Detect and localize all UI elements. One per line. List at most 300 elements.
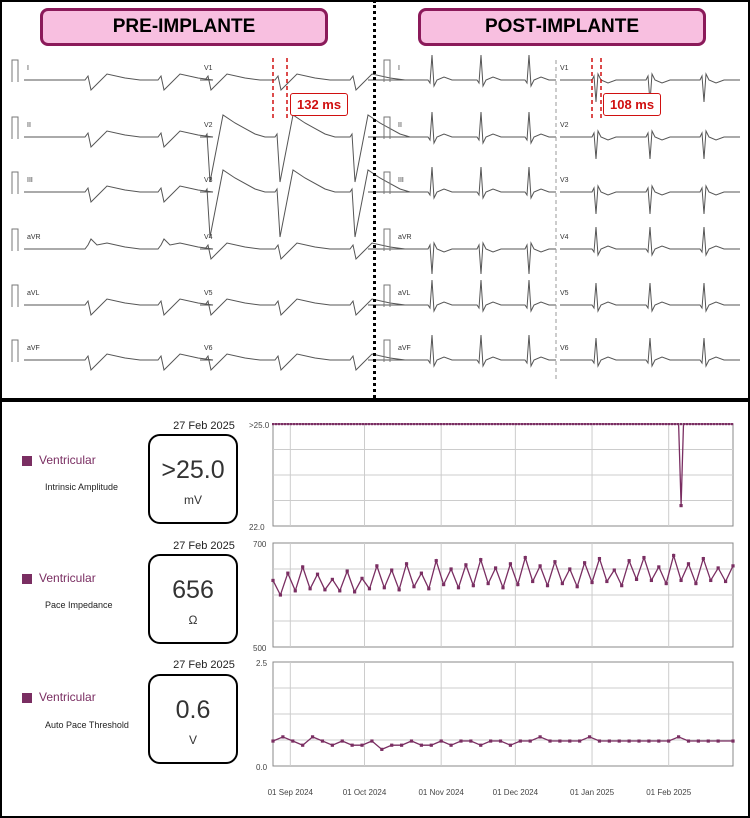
chart-data-point	[546, 584, 549, 587]
chart-data-point	[716, 423, 718, 425]
chart-data-point	[548, 739, 551, 742]
chart-data-point	[360, 744, 363, 747]
chart-xtick-label: 01 Feb 2025	[646, 788, 692, 797]
chart-data-point	[479, 558, 482, 561]
panel3-date: 27 Feb 2025	[173, 659, 235, 671]
chart-data-point	[479, 423, 481, 425]
chart-data-point	[618, 739, 621, 742]
chart-data-point	[404, 423, 406, 425]
chart-data-point	[725, 423, 727, 425]
chart-data-point	[407, 423, 409, 425]
chart-data-point	[497, 423, 499, 425]
chart-data-point	[671, 423, 673, 425]
chart-data-point	[326, 423, 328, 425]
chart-data-point	[278, 423, 280, 425]
chart-data-point	[370, 739, 373, 742]
chart-data-point	[593, 423, 595, 425]
chart-data-point	[642, 556, 645, 559]
chart-data-point	[458, 423, 460, 425]
chart-data-point	[351, 744, 354, 747]
chart-data-point	[296, 423, 298, 425]
chart-data-point	[628, 739, 631, 742]
chart-data-point	[410, 423, 412, 425]
pre-lead-label: aVR	[27, 234, 41, 241]
chart-data-point	[425, 423, 427, 425]
panel2-unit: Ω	[188, 613, 198, 627]
chart-ytick-label: 700	[253, 540, 267, 549]
chart-data-point	[590, 423, 592, 425]
chart-data-point	[501, 586, 504, 589]
chart-data-point	[717, 739, 720, 742]
chart-data-point	[605, 580, 608, 583]
chart-data-point	[390, 744, 393, 747]
chart-data-point	[494, 566, 497, 569]
chart-data-point	[530, 423, 532, 425]
chart-data-point	[398, 423, 400, 425]
chart-data-point	[362, 423, 364, 425]
chart-data-point	[281, 735, 284, 738]
chart-data-point	[605, 423, 607, 425]
post-qrs-duration-label: 108 ms	[603, 93, 661, 116]
chart-data-point	[410, 739, 413, 742]
chart-data-point	[620, 584, 623, 587]
chart-data-point	[321, 739, 324, 742]
chart-data-point	[446, 423, 448, 425]
chart-data-point	[301, 744, 304, 747]
chart-data-point	[538, 564, 541, 567]
chart-data-point	[672, 554, 675, 557]
chart-data-point	[602, 423, 604, 425]
chart-data-point	[472, 584, 475, 587]
chart-data-point	[365, 423, 367, 425]
chart-data-point	[575, 423, 577, 425]
chart-data-point	[449, 567, 452, 570]
chart-data-point	[731, 564, 734, 567]
chart-data-point	[722, 423, 724, 425]
chart-data-point	[488, 423, 490, 425]
chart-data-point	[620, 423, 622, 425]
chart-data-point	[491, 423, 493, 425]
chart-data-point	[557, 423, 559, 425]
chart-data-point	[360, 577, 363, 580]
chart-data-point	[452, 423, 454, 425]
post-lead-label: V2	[560, 122, 569, 129]
chart-data-point	[485, 423, 487, 425]
chart-data-point	[695, 423, 697, 425]
chart-data-point	[443, 423, 445, 425]
chart-data-point	[529, 739, 532, 742]
panel1-unit: mV	[184, 493, 202, 507]
chart-ytick-label: 0.0	[256, 763, 268, 772]
chart-data-point	[679, 504, 682, 507]
chart-data-point	[576, 585, 579, 588]
chart-data-point	[479, 744, 482, 747]
chart-data-point	[608, 739, 611, 742]
chart-data-point	[489, 739, 492, 742]
chart-data-point	[665, 423, 667, 425]
chart-data-point	[294, 589, 297, 592]
chart-data-point	[709, 579, 712, 582]
chart-data-point	[697, 739, 700, 742]
chart-data-point	[687, 739, 690, 742]
pre-lead-label: V1	[204, 65, 213, 72]
chart-data-point	[683, 423, 685, 425]
chart-data-point	[476, 423, 478, 425]
panel3-value: 0.6	[175, 696, 211, 724]
chart-data-point	[500, 423, 502, 425]
pre-implant-title: PRE-IMPLANTE	[40, 8, 328, 46]
chart-data-point	[647, 423, 649, 425]
post-lead-label: III	[398, 177, 404, 184]
chart-data-point	[650, 579, 653, 582]
chart-data-point	[623, 423, 625, 425]
chart-data-point	[569, 423, 571, 425]
chart-data-point	[437, 423, 439, 425]
chart-data-point	[392, 423, 394, 425]
chart-data-point	[338, 423, 340, 425]
chart-data-point	[331, 578, 334, 581]
chart-xtick-label: 01 Oct 2024	[342, 788, 387, 797]
chart-data-point	[653, 423, 655, 425]
chart-data-point	[291, 739, 294, 742]
chart-data-point	[386, 423, 388, 425]
chart-data-point	[659, 423, 661, 425]
chart-data-point	[420, 572, 423, 575]
chart-data-point	[628, 559, 631, 562]
chart-data-point	[323, 423, 325, 425]
chart-data-point	[687, 562, 690, 565]
chart-data-point	[427, 587, 430, 590]
chart-ytick-label: >25.0	[249, 421, 270, 430]
chart-data-point	[329, 423, 331, 425]
chart-ytick-label: 2.5	[256, 659, 268, 668]
chart-data-point	[506, 423, 508, 425]
chart-data-point	[470, 423, 472, 425]
pre-lead-label: V5	[204, 290, 213, 297]
chart-data-point	[554, 423, 556, 425]
pre-lead-label: V6	[204, 345, 213, 352]
chart-data-point	[702, 557, 705, 560]
chart-data-point	[641, 423, 643, 425]
chart-data-point	[692, 423, 694, 425]
chart-data-point	[275, 423, 277, 425]
post-lead-label: V1	[560, 65, 569, 72]
panel2-label: Pace Impedance	[45, 600, 113, 610]
chart-data-point	[542, 423, 544, 425]
chart-data-point	[431, 423, 433, 425]
chart-data-point	[632, 423, 634, 425]
chart-data-point	[561, 582, 564, 585]
chart-data-point	[677, 735, 680, 738]
post-lead-label: II	[398, 122, 402, 129]
chart-data-point	[707, 739, 710, 742]
chart-data-point	[368, 423, 370, 425]
chart-data-point	[272, 423, 274, 425]
chart-data-point	[667, 739, 670, 742]
chart-data-point	[677, 423, 679, 425]
chart-data-point	[545, 423, 547, 425]
chart-data-point	[701, 423, 703, 425]
chart-data-point	[524, 423, 526, 425]
chart-data-point	[698, 423, 700, 425]
chart-data-point	[686, 423, 688, 425]
chart-xtick-label: 01 Nov 2024	[418, 788, 464, 797]
chart-data-point	[482, 423, 484, 425]
chart-data-point	[599, 423, 601, 425]
chart-data-point	[368, 587, 371, 590]
chart-data-point	[308, 587, 311, 590]
pre-lead-label: V2	[204, 122, 213, 129]
chart-data-point	[398, 588, 401, 591]
panel1-label: Intrinsic Amplitude	[45, 482, 119, 492]
chart-data-point	[548, 423, 550, 425]
chart-data-point	[515, 423, 517, 425]
chart-data-point	[459, 739, 462, 742]
chart-data-point	[464, 563, 467, 566]
chart-data-point	[331, 744, 334, 747]
chart-data-point	[710, 423, 712, 425]
chart-data-point	[731, 423, 733, 425]
panel2-chamber: Ventricular	[39, 571, 96, 585]
chart-data-point	[519, 739, 522, 742]
chart-data-point	[440, 739, 443, 742]
chart-data-point	[587, 423, 589, 425]
chart-data-point	[405, 562, 408, 565]
chart-data-point	[584, 423, 586, 425]
panel2-date: 27 Feb 2025	[173, 540, 235, 552]
panel2-value: 656	[172, 576, 214, 604]
chart-data-point	[689, 423, 691, 425]
chart-data-point	[286, 572, 289, 575]
chart-data-point	[401, 423, 403, 425]
chart-data-point	[719, 423, 721, 425]
chart-data-point	[311, 423, 313, 425]
chart-data-point	[657, 739, 660, 742]
post-lead-label: aVR	[398, 234, 412, 241]
chart-data-point	[284, 423, 286, 425]
chart-data-point	[302, 423, 304, 425]
chart-data-point	[428, 423, 430, 425]
post-lead-label: I	[398, 65, 400, 72]
post-lead-label: V4	[560, 234, 569, 241]
post-lead-label: V3	[560, 177, 569, 184]
chart-data-point	[590, 581, 593, 584]
chart-data-point	[473, 423, 475, 425]
chart-data-point	[518, 423, 520, 425]
pre-lead-label: III	[27, 177, 33, 184]
chart-data-point	[344, 423, 346, 425]
pre-lead-label: V3	[204, 177, 213, 184]
chart-data-point	[617, 423, 619, 425]
post-lead-label: V6	[560, 345, 569, 352]
chart-data-point	[635, 423, 637, 425]
chart-xtick-label: 01 Dec 2024	[492, 788, 539, 797]
pre-lead-label: aVL	[27, 290, 40, 297]
chart-data-point	[674, 423, 676, 425]
chart-data-point	[487, 582, 490, 585]
chart-data-point	[271, 739, 274, 742]
chart-data-point	[494, 423, 496, 425]
chart-data-point	[509, 423, 511, 425]
chart-data-point	[596, 423, 598, 425]
chart-xtick-label: 01 Sep 2024	[267, 788, 313, 797]
chart-data-point	[400, 744, 403, 747]
chart-data-point	[420, 744, 423, 747]
chart-data-point	[380, 423, 382, 425]
chart-data-point	[353, 590, 356, 593]
chart-data-point	[583, 561, 586, 564]
chart-data-point	[353, 423, 355, 425]
chart-data-point	[467, 423, 469, 425]
pre-lead-label: V4	[204, 234, 213, 241]
panel1-chamber: Ventricular	[39, 453, 96, 467]
chart-data-point	[566, 423, 568, 425]
pre-lead-label: II	[27, 122, 31, 129]
post-lead-label: aVL	[398, 290, 411, 297]
chart-data-point	[455, 423, 457, 425]
chart-data-point	[572, 423, 574, 425]
panel3-unit: V	[188, 733, 197, 747]
chart-data-point	[680, 423, 682, 425]
pre-lead-label: aVF	[27, 345, 40, 352]
chart-data-point	[380, 748, 383, 751]
chart-data-point	[656, 423, 658, 425]
chart-data-point	[581, 423, 583, 425]
chart-data-point	[442, 583, 445, 586]
chart-data-point	[637, 739, 640, 742]
chart-data-point	[271, 579, 274, 582]
chart-data-point	[704, 423, 706, 425]
chart-data-point	[383, 586, 386, 589]
chart-data-point	[608, 423, 610, 425]
chart-data-point	[356, 423, 358, 425]
chart-data-point	[644, 423, 646, 425]
chart-data-point	[578, 739, 581, 742]
panel1-date: 27 Feb 2025	[173, 420, 235, 432]
chart-data-point	[461, 423, 463, 425]
chart-data-point	[598, 739, 601, 742]
chart-data-point	[668, 423, 670, 425]
chart-data-point	[434, 423, 436, 425]
chart-data-point	[707, 423, 709, 425]
chart-data-point	[509, 562, 512, 565]
chart-data-point	[464, 423, 466, 425]
chart-data-point	[635, 578, 638, 581]
chart-data-point	[578, 423, 580, 425]
chart-data-point	[553, 560, 556, 563]
chart-data-point	[440, 423, 442, 425]
chart-data-point	[371, 423, 373, 425]
chart-data-point	[279, 593, 282, 596]
chart-data-point	[314, 423, 316, 425]
chart-data-point	[320, 423, 322, 425]
chart-data-point	[449, 423, 451, 425]
chart-data-point	[469, 739, 472, 742]
chart-data-point	[416, 423, 418, 425]
chart-data-point	[346, 569, 349, 572]
panel1-value: >25.0	[161, 456, 225, 484]
chart-data-point	[539, 423, 541, 425]
chart-data-point	[390, 568, 393, 571]
chart-data-point	[422, 423, 424, 425]
chart-data-point	[694, 582, 697, 585]
chart-data-point	[613, 568, 616, 571]
chart-data-point	[521, 423, 523, 425]
post-lead-label: aVF	[398, 345, 411, 352]
chart-data-point	[717, 566, 720, 569]
chart-data-point	[338, 589, 341, 592]
chart-data-point	[341, 423, 343, 425]
chart-data-point	[412, 585, 415, 588]
chart-data-point	[588, 735, 591, 738]
chart-data-point	[395, 423, 397, 425]
chart-data-point	[650, 423, 652, 425]
chart-xtick-label: 01 Jan 2025	[570, 788, 615, 797]
chart-data-point	[499, 739, 502, 742]
chart-data-point	[293, 423, 295, 425]
chart-ytick-label: 22.0	[249, 523, 265, 532]
chart-data-point	[332, 423, 334, 425]
chart-data-point	[512, 423, 514, 425]
chart-data-point	[316, 573, 319, 576]
chart-data-point	[457, 586, 460, 589]
chart-data-point	[665, 582, 668, 585]
chart-data-point	[281, 423, 283, 425]
chart-data-point	[598, 557, 601, 560]
chart-data-point	[290, 423, 292, 425]
chart-data-point	[299, 423, 301, 425]
chart-ytick-label: 500	[253, 644, 267, 653]
chart-data-point	[350, 423, 352, 425]
chart-data-point	[638, 423, 640, 425]
chart-data-point	[713, 423, 715, 425]
panel3-chamber: Ventricular	[39, 690, 96, 704]
chart-data-point	[335, 423, 337, 425]
post-lead-label: V5	[560, 290, 569, 297]
chart-data-point	[311, 735, 314, 738]
chart-data-point	[419, 423, 421, 425]
chart-data-point	[323, 588, 326, 591]
chart-data-point	[430, 744, 433, 747]
chart-data-point	[341, 739, 344, 742]
chart-data-point	[551, 423, 553, 425]
chart-data-point	[558, 739, 561, 742]
chart-data-point	[305, 423, 307, 425]
chart-data-point	[629, 423, 631, 425]
chart-data-point	[611, 423, 613, 425]
chart-data-point	[662, 423, 664, 425]
chart-data-point	[374, 423, 376, 425]
chart-data-point	[568, 567, 571, 570]
chart-data-point	[728, 423, 730, 425]
chart-data-point	[731, 739, 734, 742]
pre-qrs-duration-label: 132 ms	[290, 93, 348, 116]
chart-data-point	[503, 423, 505, 425]
chart-data-point	[531, 580, 534, 583]
chart-data-point	[449, 744, 452, 747]
chart-data-point	[435, 559, 438, 562]
chart-data-point	[560, 423, 562, 425]
chart-data-point	[389, 423, 391, 425]
chart-data-point	[538, 735, 541, 738]
chart-data-point	[317, 423, 319, 425]
chart-data-point	[647, 739, 650, 742]
chart-data-point	[347, 423, 349, 425]
chart-data-point	[626, 423, 628, 425]
chart-data-point	[359, 423, 361, 425]
chart-data-point	[301, 565, 304, 568]
chart-data-point	[563, 423, 565, 425]
